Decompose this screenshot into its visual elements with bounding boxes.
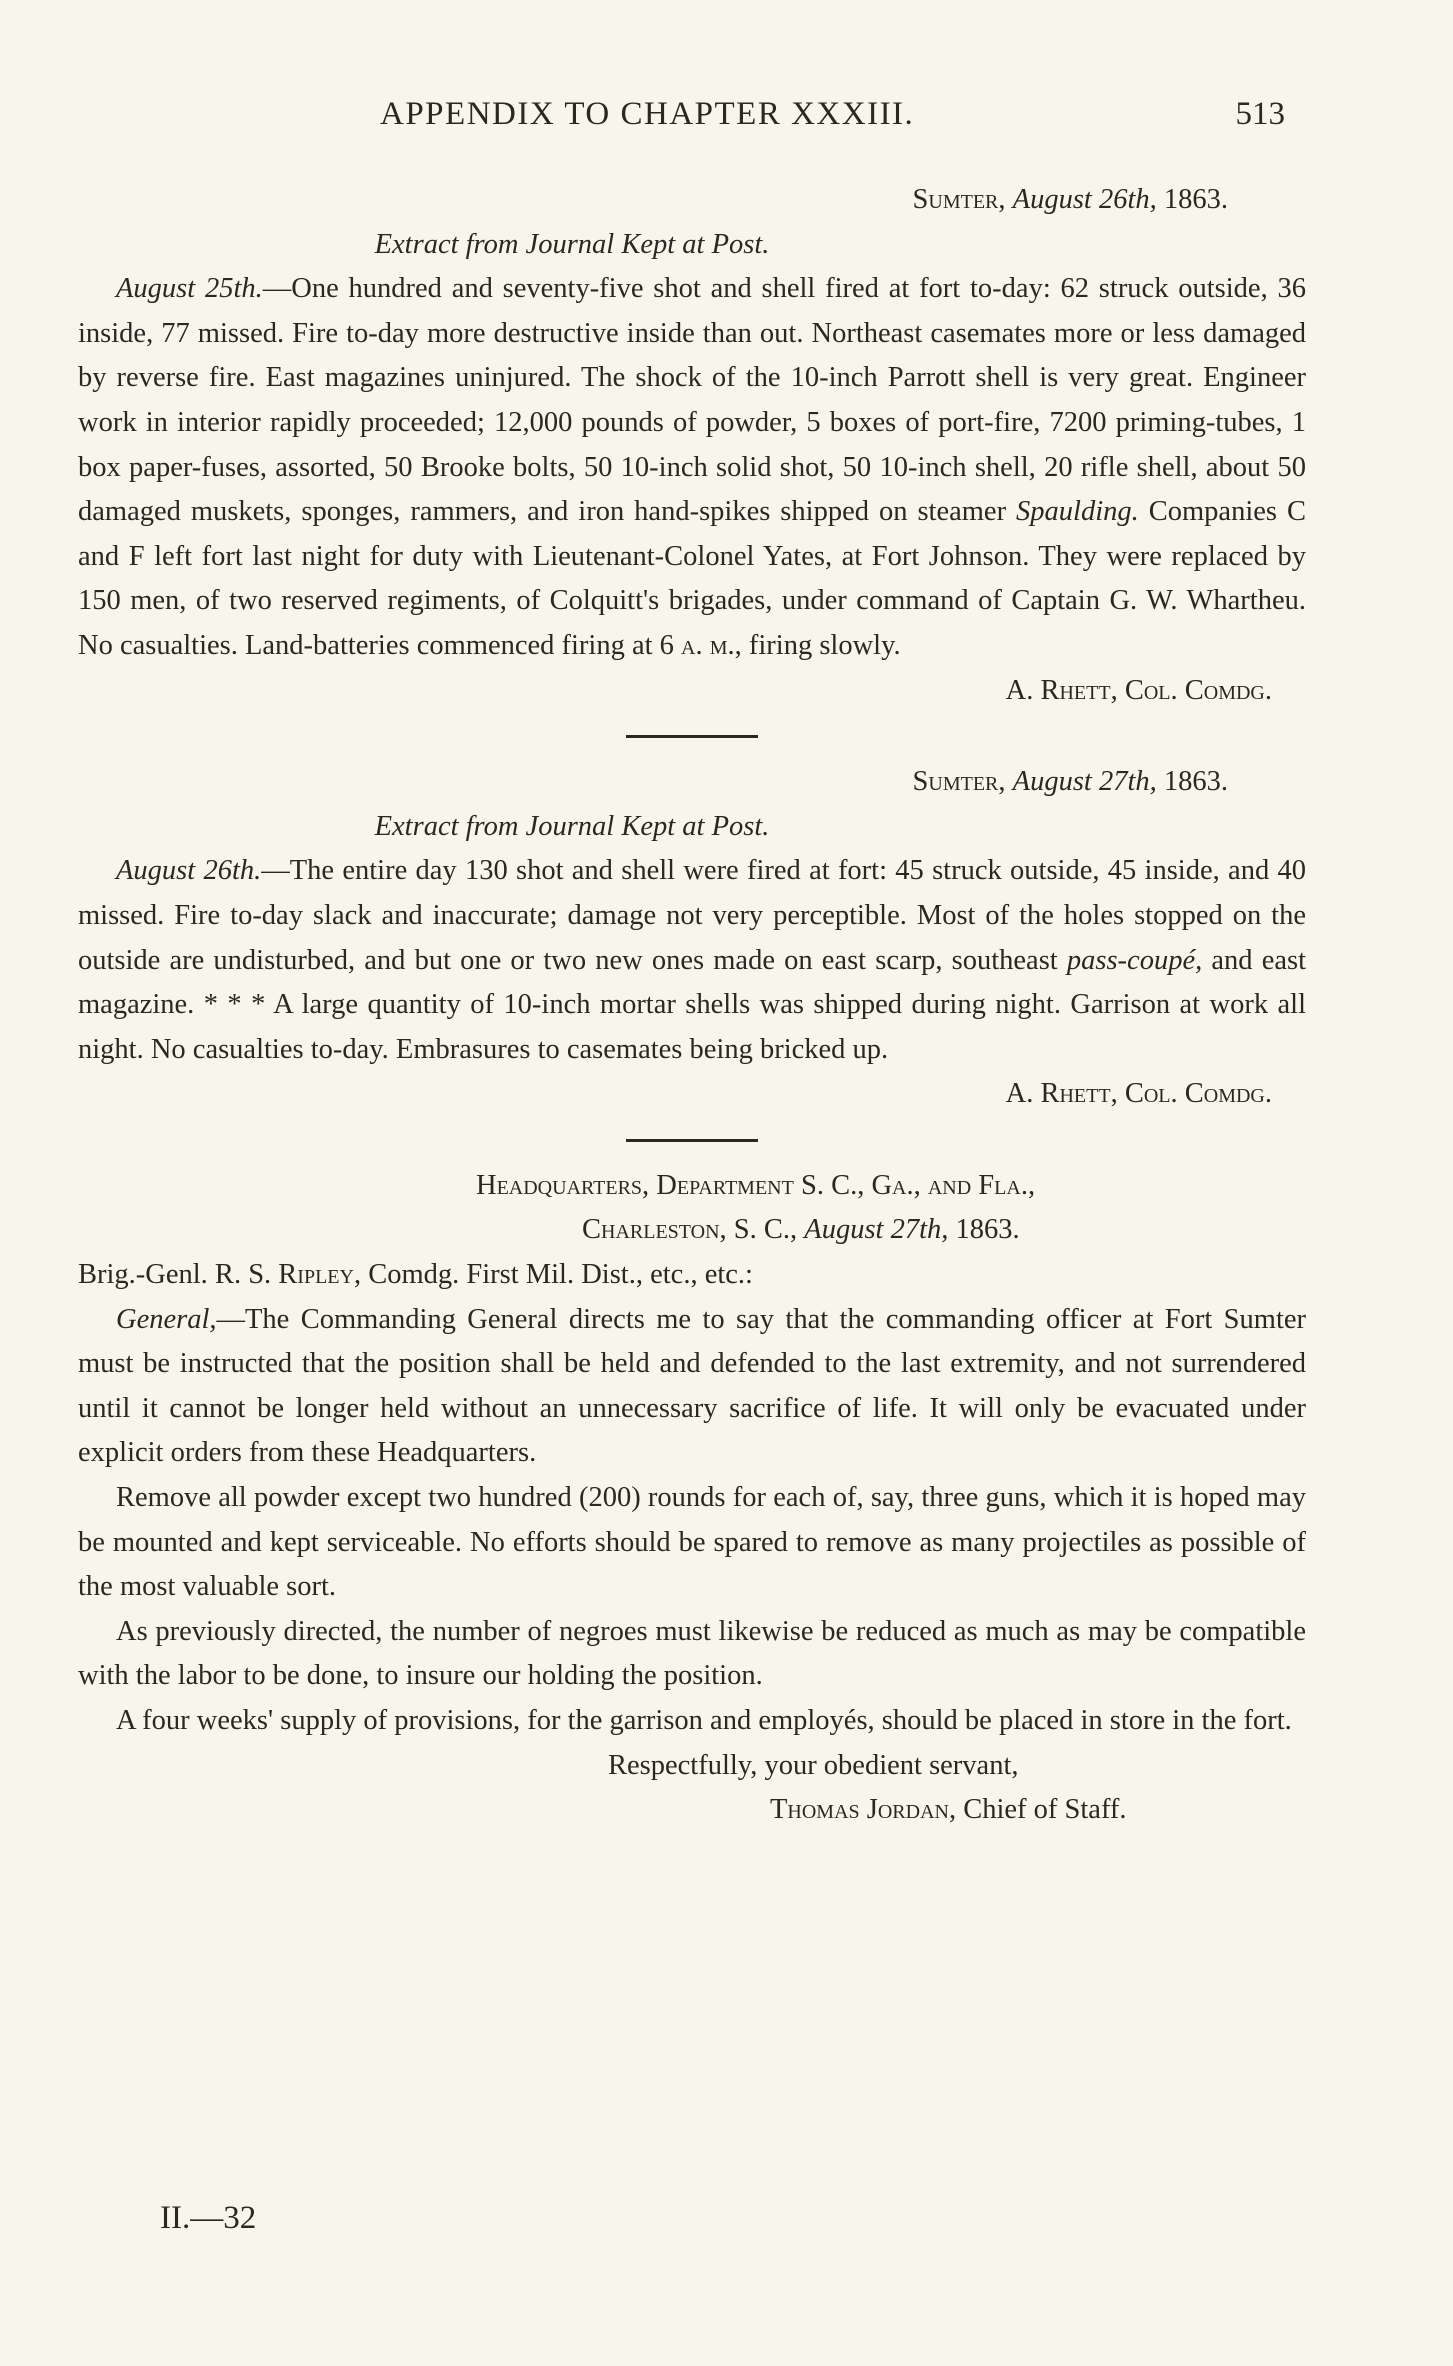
signature — [78, 669, 1306, 714]
letter-date: August 27th, — [804, 1214, 949, 1246]
body-text — [78, 178, 1306, 1833]
dateline — [78, 760, 1306, 805]
entry-lead-date: August 25th. — [116, 273, 263, 305]
letter-paragraph: Remove all powder except two hundred (200) rounds for each of, say, three guns, which it is hoped may be mounted and kept serviceable. No efforts should be spared to remove as many projectiles as possible of the most valuable sort. — [78, 1482, 1306, 1603]
letter-place-date — [78, 1208, 1306, 1253]
letter-paragraph: A four weeks' supply of provisions, for the garrison and employés, should be placed in store in the fort. — [116, 1705, 1292, 1736]
dateline-year: 1863. — [1163, 766, 1228, 798]
dateline-date: August 27th, — [1012, 766, 1157, 798]
signature-text: A. Rhett, Col. Comdg. — [1005, 674, 1272, 706]
letter-heading-text: Headquarters, Department S. C., Ga., and Fla., — [476, 1169, 1036, 1201]
page-number: 513 — [1235, 96, 1285, 132]
paragraph-text: —One hundred and seventy-five shot and shell fired at fort to-day: 62 struck outside, 36 inside, 77 missed. Fire to-day more destructive inside than out. Northeast casemates more or less damaged by reverse fire. East magazines uninjured. The shock of the 10-inch Parrott shell is very great. Engineer work in interior rapidly proceeded; 12,000 pounds of powder, 5 boxes of port-fire, 7200 priming-tubes, 1 box paper-fuses, assorted, 50 Brooke bolts, 50 10-inch solid shot, 50 10-inch shell, 20 rifle shell, about 50 damaged muskets, sponges, rammers, and iron hand-spikes shipped on steamer — [78, 273, 1306, 528]
signature — [78, 1072, 1306, 1117]
dateline-place: Sumter, — [912, 184, 1006, 215]
section-divider — [626, 735, 758, 738]
signature-mark: II.—32 — [160, 2200, 257, 2236]
closing-line: Respectfully, your obedient servant, — [608, 1749, 1019, 1781]
journal-paragraph — [78, 267, 1306, 668]
signature-text: A. Rhett, Col. Comdg. — [1005, 1078, 1272, 1110]
journal-subtitle — [78, 805, 1306, 850]
dateline-year: 1863. — [1163, 184, 1228, 215]
journal-paragraph — [78, 849, 1306, 1072]
addressee-name: Ripley, — [278, 1259, 362, 1291]
dateline — [78, 178, 1306, 223]
addressee-prefix: Brig.-Genl. R. S. — [78, 1259, 279, 1291]
dateline-date: August 26th, — [1012, 184, 1157, 215]
journal-subtitle — [78, 223, 1306, 268]
paragraph-text: —The entire day 130 shot and shell were fired at fort: 45 struck outside, 45 inside, and 40 missed. Fire to-day slack and inaccurate; damage not very perceptible. Most of the holes stopped on the outside are undisturbed, and but one or two new ones made on east scarp, southeast — [78, 855, 1306, 976]
letter-heading — [78, 1164, 1306, 1209]
closing-name: Thomas Jordan, — [770, 1794, 957, 1826]
paragraph-text: , firing slowly. — [734, 629, 901, 661]
running-head — [0, 96, 1453, 136]
letter-year: 1863. — [955, 1214, 1020, 1246]
closing-title: Chief of Staff. — [956, 1794, 1127, 1826]
journal-subtitle-text: Extract from Journal Kept at Post. — [374, 228, 770, 260]
addressee — [78, 1253, 1306, 1298]
entry-lead-date: August 26th. — [116, 855, 262, 887]
paragraph-text: Companies C and F left fort last night for duty with Lieutenant-Colonel Yates, at Fort Johnson. They were replaced by 150 men, of two reserved regiments, of Colquitt's brigades, under command of Captain G. W. Whartheu. No casualties. Land-batteries commenced firing at 6 — [78, 496, 1306, 661]
closing-signature — [78, 1788, 1306, 1833]
time-abbrev: a. m. — [681, 629, 735, 661]
letter-paragraph — [78, 1298, 1306, 1476]
term-italic: pass-coupé, — [1066, 944, 1203, 976]
paragraph-text: and east magazine. * * * A large quantity of 10-inch mortar shells was shipped during night. Garrison at work all night. No casualties to-day. Embrasures to casemates being bricked up. — [78, 944, 1306, 1065]
letter-paragraph: As previously directed, the number of negroes must likewise be reduced as much as may be compatible with the labor to be done, to insure our holding the position. — [78, 1615, 1306, 1692]
running-head-title: APPENDIX TO CHAPTER XXXIII. — [380, 96, 915, 132]
journal-subtitle-text: Extract from Journal Kept at Post. — [374, 810, 770, 842]
paragraph-text: —The Commanding General directs me to say that the commanding officer at Fort Sumter must be instructed that the position shall be held and defended to the last extremity, and not surrendered until it cannot be longer held without an unnecessary sacrifice of life. It will only be evacuated under explicit orders from these Headquarters. — [78, 1303, 1306, 1469]
addressee-suffix: Comdg. First Mil. Dist., etc., etc.: — [361, 1259, 753, 1291]
letter-place: Charleston, S. C., — [582, 1214, 798, 1246]
steamer-name: Spaulding. — [1016, 496, 1139, 528]
section-divider — [626, 1139, 758, 1142]
dateline-place: Sumter, — [912, 766, 1006, 798]
salutation: General, — [116, 1303, 217, 1335]
